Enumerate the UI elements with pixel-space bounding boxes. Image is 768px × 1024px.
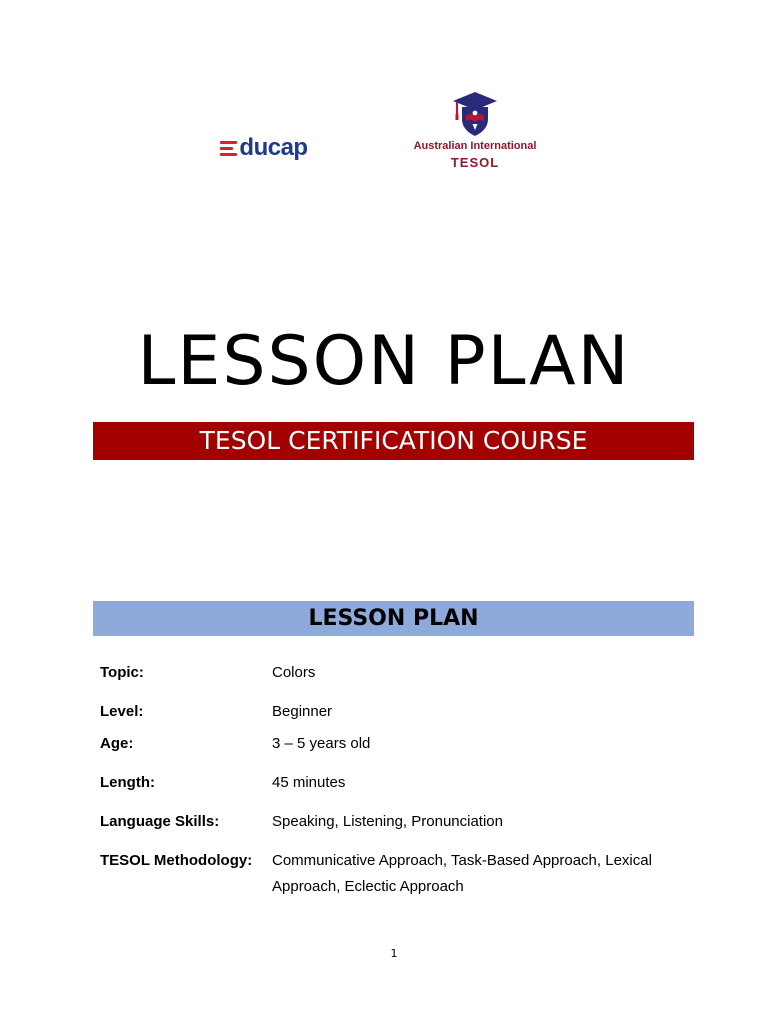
ait-logo-line2: TESOL xyxy=(450,155,500,170)
detail-label: TESOL Methodology: xyxy=(100,852,253,869)
educap-wordmark xyxy=(220,134,307,162)
graduation-cap-shield-icon xyxy=(451,90,499,138)
ait-logo-line1: Australian International xyxy=(413,140,537,152)
detail-value: 45 minutes xyxy=(272,774,346,791)
detail-label: Topic: xyxy=(100,664,144,681)
detail-label: Level: xyxy=(100,703,144,720)
detail-label: Length: xyxy=(100,774,155,791)
detail-label: Age: xyxy=(100,735,134,752)
detail-value: Beginner xyxy=(272,703,333,720)
detail-value: Colors xyxy=(272,664,316,681)
course-banner: TESOL CERTIFICATION COURSE xyxy=(93,422,694,460)
detail-value: Speaking, Listening, Pronunciation xyxy=(272,813,503,830)
educap-e-lines-icon xyxy=(220,141,237,156)
page-number: 1 xyxy=(390,947,398,960)
australian-international-tesol-logo xyxy=(402,86,548,186)
page-title: LESSON PLAN xyxy=(137,322,631,401)
section-heading: LESSON PLAN xyxy=(93,601,694,636)
educap-logo xyxy=(200,88,328,208)
educap-logo-text: ducap xyxy=(239,134,308,161)
detail-value: 3 – 5 years old xyxy=(272,735,371,752)
detail-value: Communicative Approach, Task-Based Approach, Lexical Approach, Eclectic Approach xyxy=(272,852,652,895)
detail-label: Language Skills: xyxy=(100,813,220,830)
